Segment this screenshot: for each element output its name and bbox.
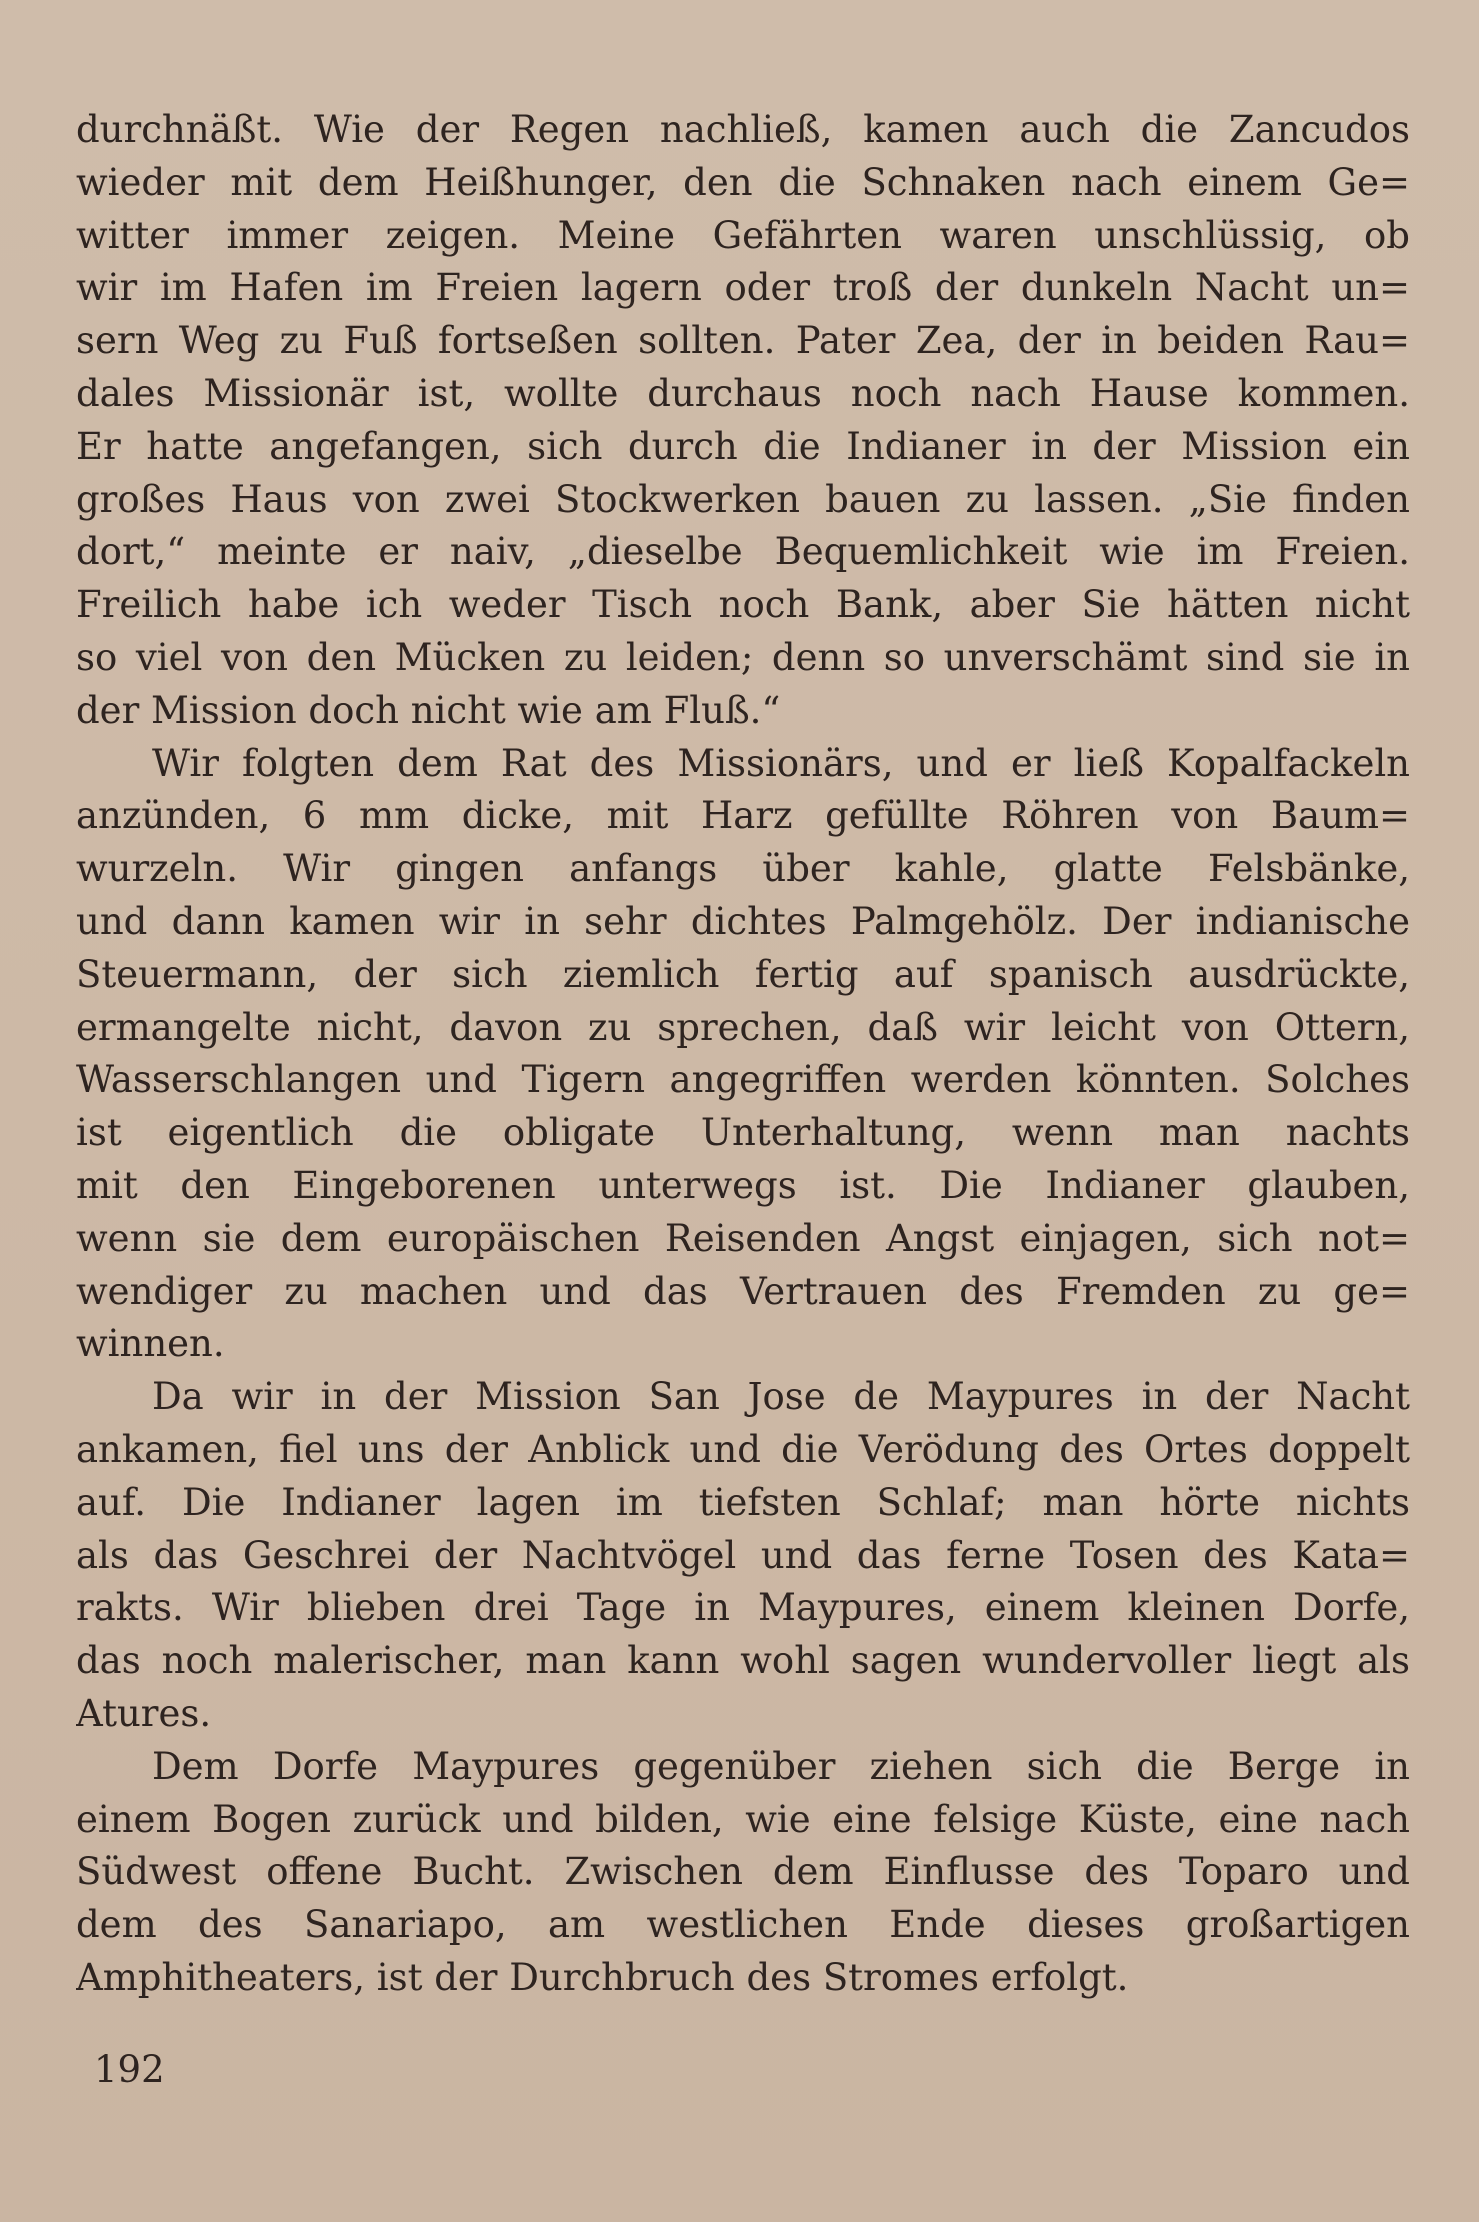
text-line: wieder mit dem Heißhunger, den die Schnaken nach einem Ge= [76,160,1410,204]
text-line: mit den Eingeborenen unterwegs ist. Die Indianer glauben, [76,1163,1410,1207]
text-line: als das Geschrei der Nachtvögel und das ferne Tosen des Kata= [76,1533,1410,1577]
text-line: ankamen, fiel uns der Anblick und die Verödung des Ortes doppelt [76,1427,1410,1471]
text-line: winnen. [76,1322,225,1366]
text-line: das noch malerischer, man kann wohl sagen wundervoller liegt als [76,1639,1410,1683]
text-line: großes Haus von zwei Stockwerken bauen zu lassen. „Sie finden [76,477,1410,521]
text-line: durchnäßt. Wie der Regen nachließ, kamen auch die Zancudos [76,108,1410,151]
text-line: ist eigentlich die obligate Unterhaltung, wenn man nachts [76,1111,1410,1155]
text-line: Steuermann, der sich ziemlich fertig auf spanisch ausdrückte, [76,952,1410,996]
text-line: Er hatte angefangen, sich durch die Indianer in der Mission ein [76,424,1410,468]
paragraph-2 [76,738,1410,1372]
paragraph-4 [76,1741,1410,2005]
text-line: wurzeln. Wir gingen anfangs über kahle, glatte Felsbänke, [76,847,1410,891]
paragraph-3 [76,1371,1410,1741]
text-line: rakts. Wir blieben drei Tage in Maypures, einem kleinen Dorfe, [76,1586,1410,1630]
text-line: Atures. [76,1691,212,1735]
text-line: sern Weg zu Fuß fortseßen sollten. Pater Zea, der in beiden Rau= [76,319,1410,363]
text-line: Da wir in der Mission San Jose de Maypures in der Nacht [152,1375,1410,1419]
page-text [76,104,1410,2005]
text-line: anzünden, 6 mm dicke, mit Harz gefüllte Röhren von Baum= [76,794,1410,838]
text-line: ermangelte nicht, davon zu sprechen, daß wir leicht von Ottern, [76,1005,1410,1049]
page-number: 192 [94,2048,165,2091]
text-line: dem des Sanariapo, am westlichen Ende dieses großartigen [76,1903,1410,1947]
text-line: Südwest offene Bucht. Zwischen dem Einflusse des Toparo und [76,1850,1410,1894]
text-line: der Mission doch nicht wie am Fluß.“ [76,688,781,732]
text-line: Dem Dorfe Maypures gegenüber ziehen sich die Berge in [152,1744,1410,1788]
text-line: Amphitheaters, ist der Durchbruch des Stromes erfolgt. [76,1955,1129,1999]
text-line: wenn sie dem europäischen Reisenden Angst einjagen, sich not= [76,1216,1410,1260]
text-line: dales Missionär ist, wollte durchaus noch nach Hause kommen. [76,371,1410,415]
text-line: witter immer zeigen. Meine Gefährten waren unschlüssig, ob [76,213,1410,257]
text-line: wir im Hafen im Freien lagern oder troß der dunkeln Nacht un= [76,266,1410,310]
text-line: dort,“ meinte er naiv, „dieselbe Bequemlichkeit wie im Freien. [76,530,1410,574]
text-line: auf. Die Indianer lagen im tiefsten Schlaf; man hörte nichts [76,1480,1410,1524]
text-line: Wir folgten dem Rat des Missionärs, und er ließ Kopalfackeln [152,741,1410,785]
text-line: so viel von den Mücken zu leiden; denn so unverschämt sind sie in [76,635,1410,679]
paragraph-1 [76,104,1410,738]
text-line: Freilich habe ich weder Tisch noch Bank, aber Sie hätten nicht [76,583,1410,627]
text-line: und dann kamen wir in sehr dichtes Palmgehölz. Der indianische [76,899,1410,943]
text-line: einem Bogen zurück und bilden, wie eine felsige Küste, eine nach [76,1797,1410,1841]
text-line: wendiger zu machen und das Vertrauen des Fremden zu ge= [76,1269,1410,1313]
text-line: Wasserschlangen und Tigern angegriffen werden könnten. Solches [76,1058,1410,1102]
